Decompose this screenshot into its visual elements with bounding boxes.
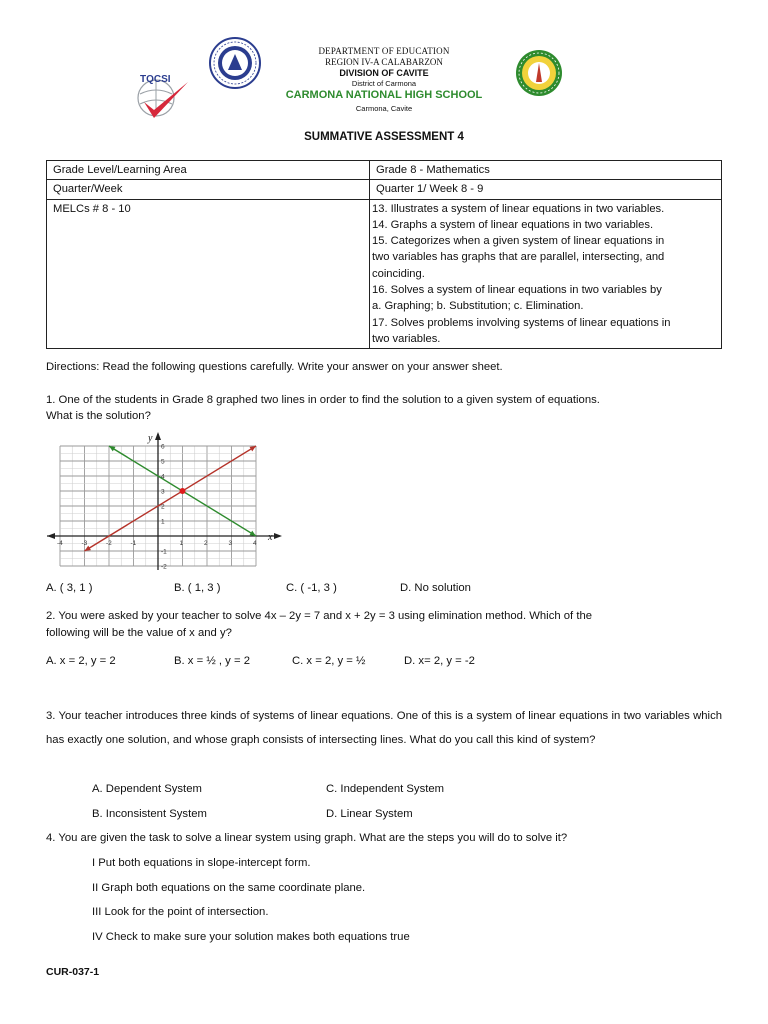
melc-line: 17. Solves problems involving systems of linear equations in: [372, 316, 671, 329]
melc-line: a. Graphing; b. Substitution; c. Elimination.: [372, 300, 584, 313]
y-tick-label: 1: [161, 518, 165, 526]
q3-choice-b: B. Inconsistent System: [92, 808, 207, 820]
y-tick-label: 3: [161, 488, 165, 496]
melc-line: 13. Illustrates a system of linear equations in two variables.: [372, 202, 665, 215]
header-school-name: CARMONA NATIONAL HIGH SCHOOL: [285, 89, 483, 101]
x-tick-label: -1: [130, 540, 137, 547]
table-cell-label: Quarter/Week: [47, 180, 370, 199]
x-tick-label: 2: [204, 540, 208, 547]
y-tick-label: 2: [161, 503, 165, 511]
x-tick-label: 3: [228, 540, 233, 547]
header-division: DIVISION OF CAVITE: [339, 68, 429, 78]
table-cell-label: MELCs # 8 - 10: [47, 199, 370, 349]
q2-choice-a: A. x = 2, y = 2: [46, 655, 116, 667]
x-tick-label: 4: [253, 540, 257, 547]
q2-choice-c: C. x = 2, y = ½: [292, 655, 366, 667]
header-region: REGION IV-A CALABARZON: [325, 57, 443, 67]
y-axis-label: y: [148, 433, 153, 444]
q3-choice-d: D. Linear System: [326, 808, 413, 820]
intersection-point: [180, 488, 186, 494]
x-tick-label: 1: [179, 540, 184, 547]
header-town: Carmona, Cavite: [355, 104, 413, 113]
q1-line2: What is the solution?: [46, 410, 151, 422]
table-row: [47, 161, 722, 180]
q2-line2: following will be the value of x and y?: [46, 627, 232, 639]
x-axis-arrow: [274, 533, 282, 539]
header-district: District of Carmona: [351, 79, 417, 88]
melc-line: 14. Graphs a system of linear equations in two variables.: [372, 218, 654, 231]
q4-step-2: II Graph both equations on the same coordinate plane.: [92, 882, 366, 894]
q1-choice-b: B. ( 1, 3 ): [174, 582, 221, 594]
x-tick-label: -3: [81, 540, 88, 547]
y-axis-arrow: [155, 432, 161, 440]
y-tick-label: 5: [161, 458, 165, 466]
x-tick-label: -4: [57, 540, 63, 547]
tqcsi-logo-text: TQCSI: [140, 74, 171, 85]
assessment-title: SUMMATIVE ASSESSMENT 4: [304, 131, 464, 143]
q2-choice-d: D. x= 2, y = -2: [404, 655, 475, 667]
q1-choice-d: D. No solution: [400, 582, 471, 594]
melc-line: 16. Solves a system of linear equations in two variables by: [372, 284, 662, 297]
melc-line: two variables has graphs that are parallel, intersecting, and: [372, 251, 665, 264]
q1-choice-c: C. ( -1, 3 ): [286, 582, 337, 594]
footer-code: CUR-037-1: [46, 966, 100, 978]
table-cell-melcs: [370, 199, 722, 349]
melc-line: coinciding.: [372, 267, 425, 280]
info-table: [46, 160, 722, 349]
table-cell-value: Grade 8 - Mathematics: [370, 161, 722, 180]
y-tick-label: -1: [161, 548, 167, 556]
q3-text: 3. Your teacher introduces three kinds of systems of linear equations. One of this is a system of linear equations in two variables which has exactly one solution, and whose graph consists of intersecting lines. What do you call this kind of system?: [46, 710, 722, 746]
directions: Directions: Read the following questions carefully. Write your answer on your answer sheet.: [46, 361, 503, 373]
q4-step-1: I Put both equations in slope-intercept form.: [92, 857, 311, 869]
q1-choice-a: A. ( 3, 1 ): [46, 582, 93, 594]
q2-choice-b: B. x = ½ , y = 2: [174, 655, 250, 667]
q3-choice-a: A. Dependent System: [92, 783, 202, 795]
x-axis-label: x: [268, 532, 273, 543]
header-department: DEPARTMENT OF EDUCATION: [318, 46, 450, 56]
q2-line1: 2. You were asked by your teacher to solve 4x – 2y = 7 and x + 2y = 3 using elimination method. Which of the: [46, 610, 593, 622]
melc-line: 15. Categorizes when a given system of linear equations in: [372, 235, 665, 248]
q4-step-4: IV Check to make sure your solution makes both equations true: [92, 931, 410, 943]
table-row: [47, 180, 722, 199]
y-tick-label: -2: [161, 563, 167, 570]
q4-text: 4. You are given the task to solve a linear system using graph. What are the steps you will do to solve it?: [46, 832, 568, 844]
y-tick-label: 4: [161, 473, 165, 481]
q1-line1: 1. One of the students in Grade 8 graphed two lines in order to find the solution to a given system of equations.: [46, 394, 600, 406]
q3-choice-c: C. Independent System: [326, 783, 445, 795]
table-row: [47, 199, 722, 349]
q4-step-3: III Look for the point of intersection.: [92, 906, 269, 918]
melc-line: two variables.: [372, 332, 441, 345]
q1-graph: [46, 432, 286, 570]
x-tick-label: -2: [106, 540, 112, 547]
x-axis-arrow: [47, 533, 55, 539]
table-cell-label: Grade Level/Learning Area: [47, 161, 370, 180]
y-tick-label: 6: [161, 443, 165, 451]
table-cell-value: Quarter 1/ Week 8 - 9: [370, 180, 722, 199]
